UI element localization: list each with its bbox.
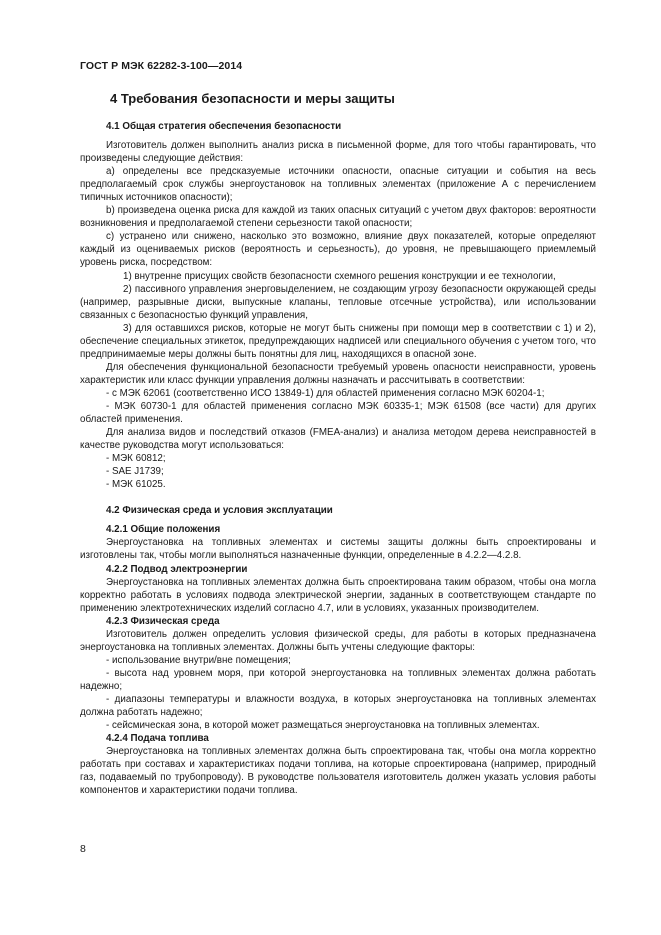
paragraph: Энергоустановка на топливных элементах должна быть спроектирована таким образом, чтобы она могла корректно работать в условиях подвода электрической энергии, заданных в соответствующем стандарте по применению электротехнических изделий согласно 4.7, или в условиях, указанных производителем. xyxy=(80,576,596,614)
document-body xyxy=(80,91,596,797)
paragraph: Изготовитель должен определить условия физической среды, для работы в которых предназначена энергоустановка на топливных элементах. Должны быть учтены следующие факторы: xyxy=(80,628,596,653)
list-item-c: c) устранено или снижено, насколько это возможно, влияние двух показателей, которые определяют каждый из оцениваемых рисков (вероятность и серьезность), до уровня, не превышающего приемлемый уровень риска, посредством: xyxy=(80,231,596,269)
list-item-b: b) произведена оценка риска для каждой из таких опасных ситуаций с учетом двух факторов: вероятности возникновения и предполагаемой степени серьезности такой опасности; xyxy=(80,205,596,230)
dash-item: - диапазоны температуры и влажности воздуха, в которых энергоустановка на топливных элементах должна работать надежно; xyxy=(80,693,596,719)
document-header: ГОСТ Р МЭК 62282-3-100—2014 xyxy=(80,60,243,72)
dash-item: - МЭК 61025. xyxy=(106,479,166,491)
section-4-title: 4 Требования безопасности и меры защиты xyxy=(110,91,395,106)
section-4-2-4-title: 4.2.4 Подача топлива xyxy=(106,733,209,745)
paragraph: Энергоустановка на топливных элементах должна быть спроектирована так, чтобы она могла корректно работать при составах и характеристиках подачи топлива, на которые спроектирована (например, природный газ, подаваемый по трубопроводу). В руководстве пользователя изготовитель должен указать условия работы компонентов и характеристики подачи топлива. xyxy=(80,746,596,797)
list-item-a: a) определены все предсказуемые источники опасности, опасные ситуации и события на весь предполагаемый срок службы энергоустановок на топливных элементах (приложение А с перечислением типичных источников опасности); xyxy=(80,166,596,204)
dash-item: - МЭК 60730-1 для областей применения согласно МЭК 60335-1; МЭК 61508 (все части) для других областей применения. xyxy=(80,400,596,426)
dash-item: - сейсмическая зона, в которой может размещаться энергоустановка на топливных элементах. xyxy=(106,720,540,732)
paragraph: Для обеспечения функциональной безопасности требуемый уровень опасности неисправности, уровень характеристик или класс функции управления должны назначать и рассчитывать в соответствии: xyxy=(80,361,596,386)
section-4-1-title: 4.1 Общая стратегия обеспечения безопасности xyxy=(106,121,342,132)
paragraph: Изготовитель должен выполнить анализ риска в письменной форме, для того чтобы гарантировать, что произведены следующие действия: xyxy=(80,140,596,165)
dash-item: - с МЭК 62061 (соответственно ИСО 13849-1) для областей применения согласно МЭК 60204-1; xyxy=(106,387,545,399)
paragraph: Энергоустановка на топливных элементах и системы защиты должны быть спроектированы и изготовлены так, чтобы могли выполняться назначенные функции, определенные в 4.2.2—4.2.8. xyxy=(80,537,596,562)
section-4-2-3-title: 4.2.3 Физическая среда xyxy=(106,615,220,627)
list-item-c3: 3) для оставшихся рисков, которые не могут быть снижены при помощи мер в соответствии с 1) и 2), обеспечение специальных этикеток, предупреждающих надписей или специального обучения с учетом того, что предпринимаемые меры должны быть понятны для лиц, находящихся в опасной зоне. xyxy=(80,322,596,360)
dash-item: - SAE J1739; xyxy=(106,466,164,478)
dash-item: - использование внутри/вне помещения; xyxy=(106,654,291,666)
list-item-c1: 1) внутренне присущих свойств безопасности схемного решения конструкции и ее технологии, xyxy=(123,270,556,282)
dash-item: - МЭК 60812; xyxy=(106,453,166,465)
paragraph: Для анализа видов и последствий отказов (FMEA-анализ) и анализа методом дерева неисправностей в качестве руководства могут использоваться: xyxy=(80,427,596,452)
section-4-2-2-title: 4.2.2 Подвод электроэнергии xyxy=(106,563,248,575)
section-4-2-title: 4.2 Физическая среда и условия эксплуатации xyxy=(106,505,333,517)
section-4-2-1-title: 4.2.1 Общие положения xyxy=(106,524,221,536)
list-item-c2: 2) пассивного управления энерговыделением, не создающим угрозу безопасности окружающей среды (например, разрывные диски, выпускные клапаны, тепловые отсечные устройства), или использовании связанных с безопасностью функций управления, xyxy=(80,283,596,321)
dash-item: - высота над уровнем моря, при которой энергоустановка на топливных элементах должна работать надежно; xyxy=(80,667,596,692)
page-number: 8 xyxy=(80,843,86,855)
